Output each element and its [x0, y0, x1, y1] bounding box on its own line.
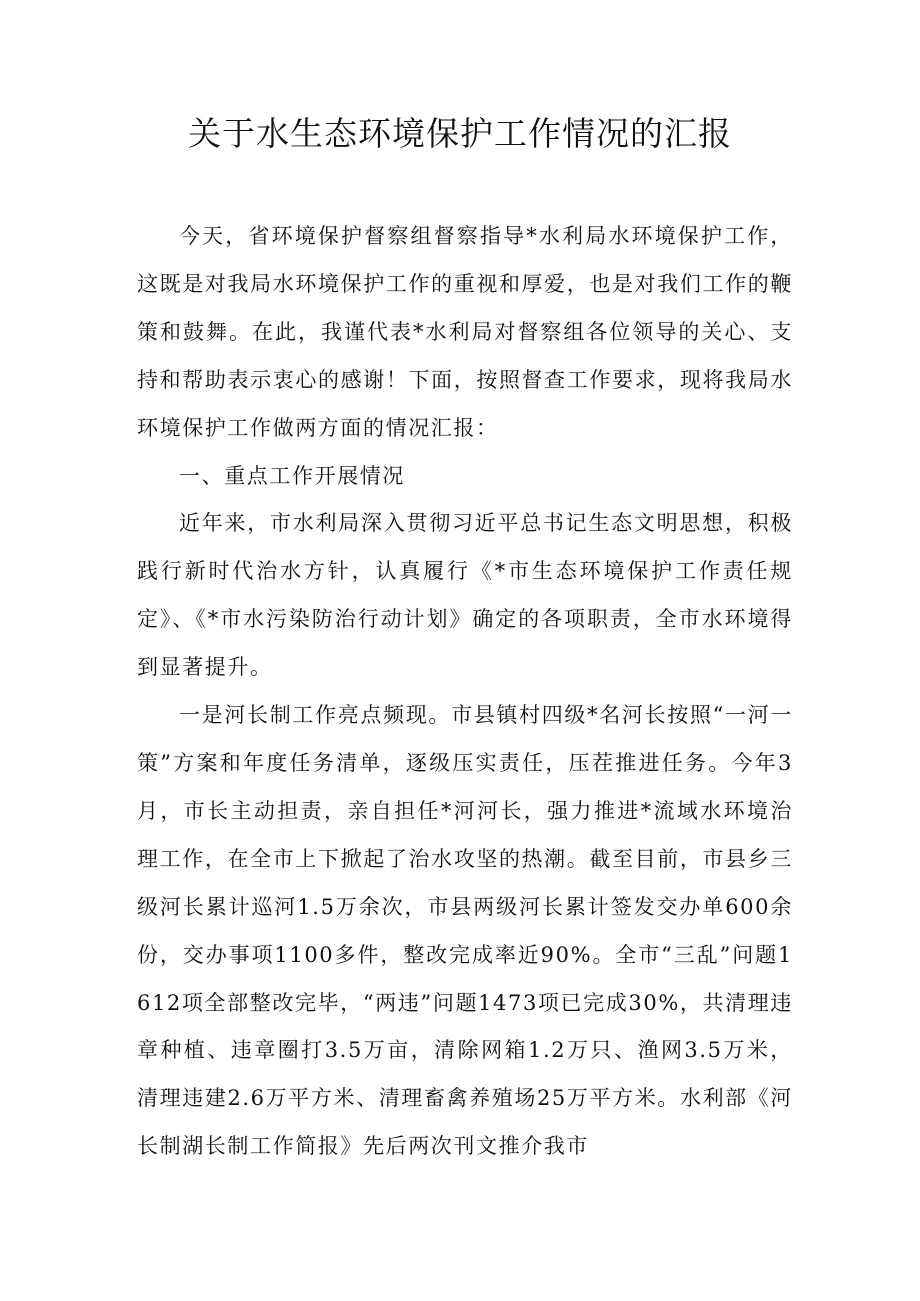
document-body: [137, 213, 793, 1171]
document-title: 关于水生态环境保护工作情况的汇报: [188, 114, 732, 153]
section-heading: 一、重点工作开展情况: [179, 463, 405, 488]
intro-paragraph: 今天，省环境保护督察组督察指导*水利局水环境保护工作，这既是对我局水环境保护工作的重视和厚爱，也是对我们工作的鞭策和鼓舞。在此，我谨代表*水利局对督察组各位领导的关心、支持和帮助表示衷心的感谢！下面，按照督查工作要求，现将我局水环境保护工作做两方面的情况汇报：: [137, 224, 793, 440]
river-chief-paragraph: 一是河长制工作亮点频现。市县镇村四级*名河长按照“一河一策”方案和年度任务清单，逐级压实责任，压茬推进任务。今年3月，市长主动担责，亲自担任*河河长，强力推进*流域水环境治理工作，在全市上下掀起了治水攻坚的热潮。截至目前，市县乡三级河长累计巡河1.5万余次，市县两级河长累计签发交办单600余份，交办事项1100多件，整改完成率近90%。全市“三乱”问题1612项全部整改完毕，“两违”问题1473项已完成30%，共清理违章种植、违章圈打3.5万亩，清除网箱1.2万只、渔网3.5万米，清理违建2.6万平方米、清理畜禽养殖场25万平方米。水利部《河长制湖长制工作简报》先后两次刊文推介我市: [137, 703, 793, 1159]
overview-paragraph: 近年来，市水利局深入贯彻习近平总书记生态文明思想，积极践行新时代治水方针，认真履行《*市生态环境保护工作责任规定》、《*市水污染防治行动计划》确定的各项职责，全市水环境得到显著提升。: [137, 511, 793, 680]
